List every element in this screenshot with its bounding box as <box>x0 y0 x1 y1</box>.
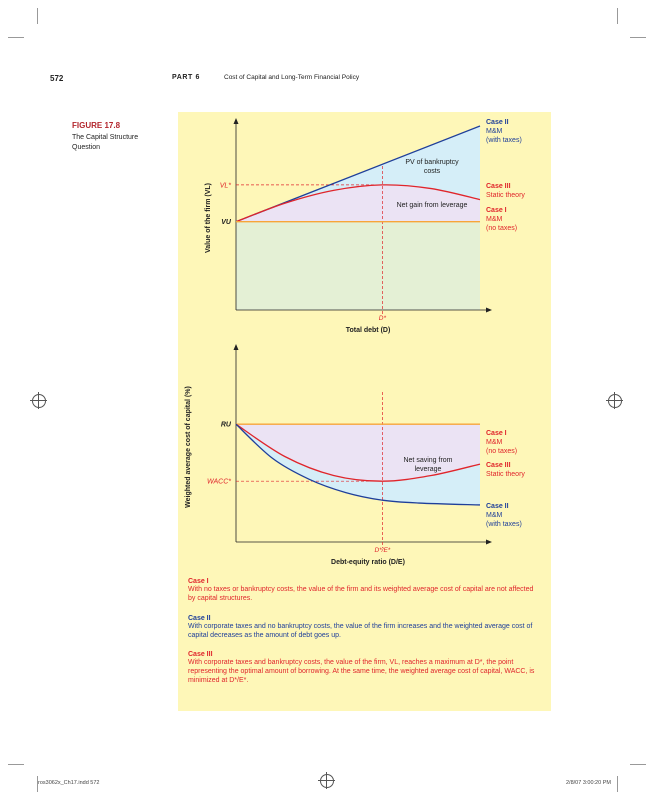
series-label: Case III <box>486 462 511 469</box>
series-label: Case II <box>486 119 509 126</box>
page-number: 572 <box>50 74 64 83</box>
series-label: Case I <box>486 207 507 214</box>
series-sublabel: (no taxes) <box>486 225 518 232</box>
y-axis-label: Weighted average cost of capital (%) <box>185 386 192 508</box>
series-sublabel: Static theory <box>486 192 525 199</box>
footer-file: ros3062x_Ch17.indd 572 <box>38 780 100 786</box>
series-sublabel: Static theory <box>486 471 525 478</box>
series-label: Case II <box>486 503 509 510</box>
region-annotation: costs <box>423 168 441 175</box>
region-annotation: Net saving from <box>403 457 453 464</box>
y-marker-label: RU <box>220 421 231 429</box>
series-sublabel: (with taxes) <box>486 137 522 144</box>
case-2-block <box>188 615 542 640</box>
case-3-title: Case III <box>188 651 213 658</box>
region-annotation: PV of bankruptcy <box>405 159 459 166</box>
series-sublabel: (no taxes) <box>486 448 518 455</box>
y-marker-label: VL* <box>219 182 231 190</box>
series-sublabel: M&M <box>486 439 503 446</box>
part-title: Cost of Capital and Long-Term Financial Policy <box>224 74 360 81</box>
region-annotation: leverage <box>414 466 442 473</box>
case-1-title: Case I <box>188 578 209 585</box>
case-3-block <box>188 651 542 685</box>
x-axis-label: Total debt (D) <box>345 327 391 334</box>
figure-title: The Capital Structure Question <box>72 134 139 151</box>
net-value-fill <box>236 222 480 310</box>
case-2-title: Case II <box>188 615 211 622</box>
x-axis-arrow-icon <box>486 540 492 545</box>
y-axis-arrow-icon <box>234 344 239 350</box>
optimum-debt-tick-label: D* <box>378 315 387 322</box>
y-axis-label: Value of the firm (VL) <box>205 182 212 254</box>
case-3-text: With corporate taxes and bankruptcy costs, the value of the firm, VL, reaches a maximum at D*, the point representing the optimal amount of borrowing. At the same time, the weighted average cost of capital, WACC, is minimized at D*/E*. <box>188 659 535 684</box>
figure-label: FIGURE 17.8 <box>72 121 121 130</box>
series-label: Case I <box>486 430 507 437</box>
part-label: PART 6 <box>172 74 200 81</box>
x-axis-label: Debt-equity ratio (D/E) <box>331 559 405 566</box>
footer-date: 2/8/07 3:00:20 PM <box>566 780 611 786</box>
case-2-text: With corporate taxes and no bankruptcy costs, the value of the firm increases and the weighted average cost of capital decreases as the amount of debt goes up. <box>188 623 533 639</box>
series-sublabel: M&M <box>486 216 503 223</box>
y-marker-label: WACC* <box>207 478 231 486</box>
series-sublabel: M&M <box>486 512 503 519</box>
optimum-debt-tick-label: D*/E* <box>374 547 391 554</box>
y-axis-arrow-icon <box>234 118 239 124</box>
series-sublabel: (with taxes) <box>486 521 522 528</box>
series-label: Case III <box>486 183 511 190</box>
region-annotation: Net gain from leverage <box>396 202 468 209</box>
case-1-block <box>188 578 542 603</box>
y-marker-label: VU <box>221 219 231 227</box>
series-sublabel: M&M <box>486 128 503 135</box>
case-1-text: With no taxes or bankruptcy costs, the value of the firm and its weighted average cost of capital are not affected by capital structures. <box>188 586 534 602</box>
x-axis-arrow-icon <box>486 308 492 313</box>
